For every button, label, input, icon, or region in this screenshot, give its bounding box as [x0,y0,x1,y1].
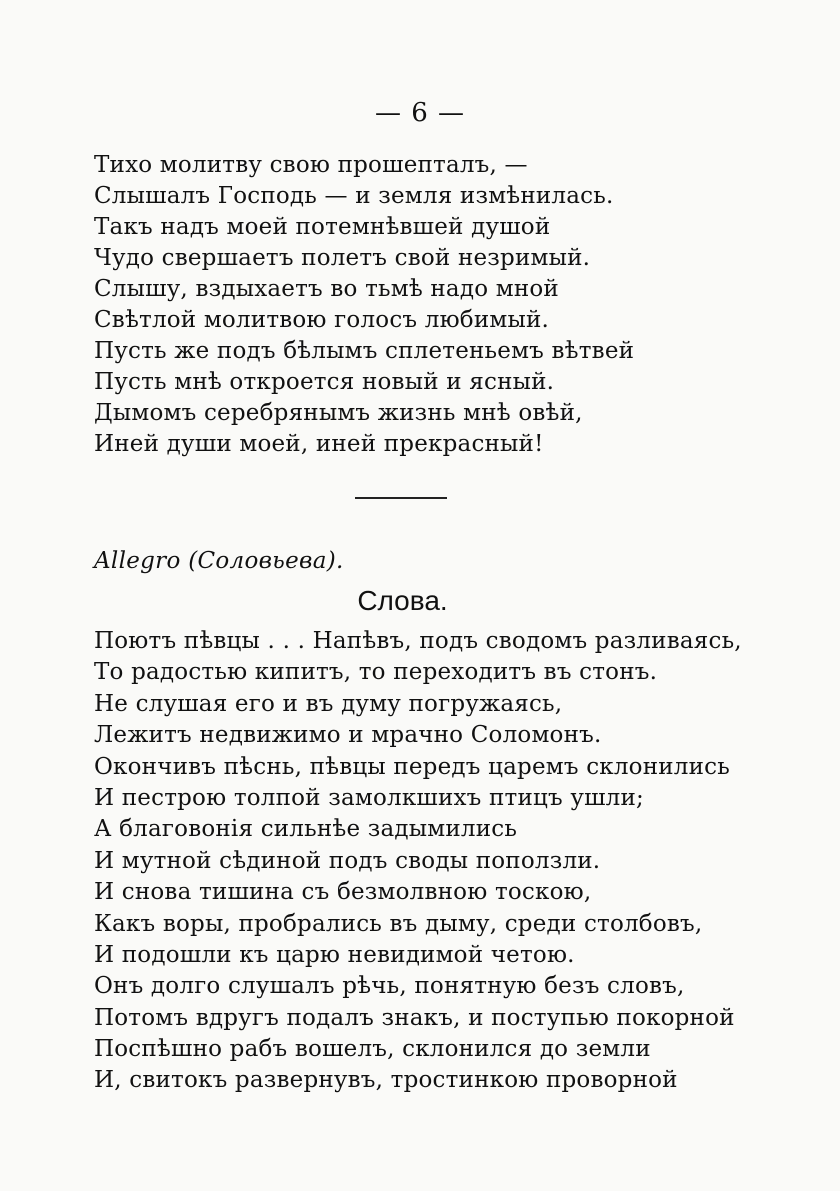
poem-line: И подошли къ царю невидимой четою. [94,941,575,968]
poem-line: Иней души моей, иней прекрасный! [94,431,544,457]
poem-line: И снова тишина съ безмолвною тоскою, [94,879,592,906]
poem-line: Какъ воры, пробрались въ дыму, среди столбовъ, [94,910,703,937]
poem-line: Слышу, вздыхаетъ во тьмѣ надо мной [94,276,559,302]
section-divider [355,497,447,499]
poem-line: То радостью кипитъ, то переходитъ въ стонъ. [94,659,658,686]
poem-line: И мутной сѣдиной подъ своды поползли. [94,847,601,874]
poem-line: Лежитъ недвижимо и мрачно Соломонъ. [94,722,602,749]
poem-line: Окончивъ пѣснь, пѣвцы передъ царемъ склонились [94,753,730,780]
poem-title: Слова. [357,585,448,616]
poem-line: Пусть мнѣ откроется новый и ясный. [94,369,555,395]
poem-line: А благовонія сильнѣе задымились [94,816,518,843]
poem-line: Не слушая его и въ думу погружаясь, [94,690,563,717]
poem-line: И пестрою толпой замолкшихъ птицъ ушли; [94,784,644,811]
poem-line: Такъ надъ моей потемнѣвшей душой [94,214,551,240]
poem-line: Дымомъ серебрянымъ жизнь мнѣ овѣй, [94,400,583,426]
poem-line: И, свитокъ развернувъ, тростинкою проворной [94,1067,678,1094]
poem-line: Слышалъ Господь — и земля измѣнилась. [94,183,614,209]
poem-line: Поютъ пѣвцы . . . Напѣвъ, подъ сводомъ разливаясь, [94,628,742,654]
poem-line: Чудо свершаетъ полетъ свой незримый. [94,245,591,271]
poem-line: Поспѣшно рабъ вошелъ, склонился до земли [94,1036,651,1063]
poem-line: Онъ долго слушалъ рѣчь, понятную безъ словъ, [94,973,685,1000]
tempo-marking: Allegro (Соловьева). [94,548,344,574]
page-number: — 6 — [374,98,466,128]
poem-line: Пусть же подъ бѣлымъ сплетеньемъ вѣтвей [94,338,635,364]
poem-stanza-1 [94,150,634,460]
poem-line: Свѣтлой молитвою голосъ любимый. [94,307,550,333]
poem-line: Тихо молитву свою прошепталъ, — [94,152,528,178]
poem-line: Потомъ вдругъ подалъ знакъ, и поступью покорной [94,1004,735,1031]
poem-stanza-2 [94,626,742,1097]
